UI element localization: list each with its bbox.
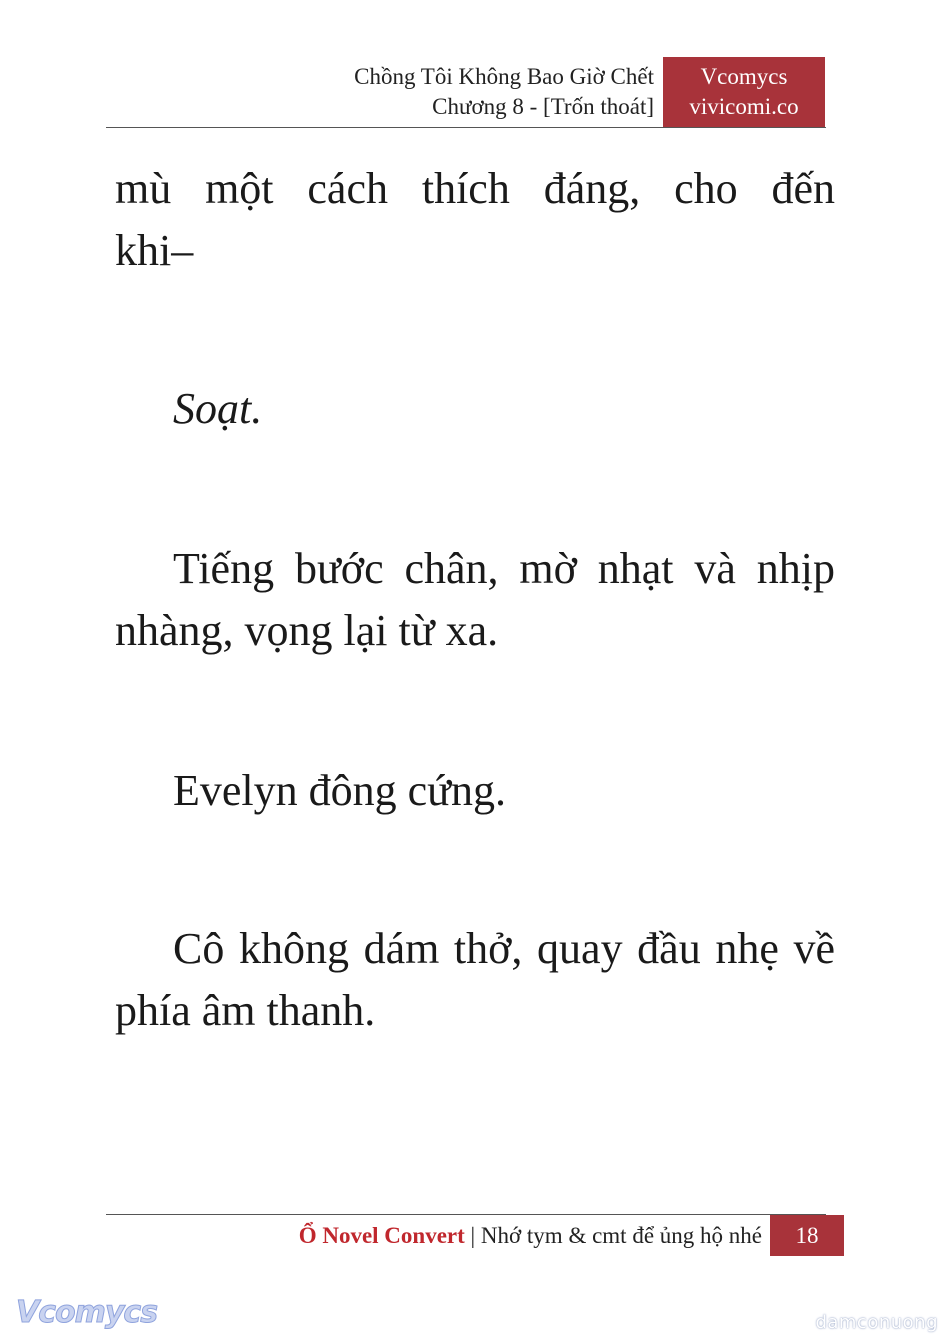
- footer-text: [299, 1220, 762, 1252]
- paragraph-1-line-1: mù một cách thích đáng, cho đến: [115, 164, 835, 213]
- footer-separator: |: [464, 1223, 481, 1248]
- footer-brand[interactable]: Ổ Novel Convert: [298, 1223, 465, 1248]
- page-number: 18: [770, 1215, 844, 1256]
- header-divider: [106, 127, 826, 128]
- publisher-badge: [663, 57, 825, 127]
- footer-message: Nhớ tym & cmt để ủng hộ nhé: [480, 1223, 762, 1248]
- chapter-title: Chương 8 - [Trốn thoát]: [432, 94, 654, 119]
- publisher-name: Vcomycs: [700, 64, 788, 89]
- vcomycs-logo-watermark: Vcomycs: [16, 1295, 158, 1330]
- site-watermark: damconuong: [815, 1312, 938, 1333]
- paragraph-3: [115, 538, 835, 662]
- paragraph-1-line-2: khi–: [115, 226, 194, 275]
- paragraph-4: Evelyn đông cứng.: [173, 766, 507, 815]
- paragraph-5: [115, 918, 835, 1042]
- paragraph-1: [115, 158, 835, 282]
- book-title: Chồng Tôi Không Bao Giờ Chết: [354, 64, 654, 89]
- paragraph-2-sound-effect: Soạt.: [173, 384, 263, 433]
- paragraph-3-text: Tiếng bước chân, mờ nhạt và nhịp nhàng, vọng lại từ xa.: [115, 544, 835, 655]
- header-titles: [354, 62, 654, 122]
- footer-divider: [106, 1214, 826, 1215]
- publisher-site: vivicomi.co: [689, 94, 799, 119]
- paragraph-5-text: Cô không dám thở, quay đầu nhẹ về phía âm thanh.: [115, 924, 835, 1035]
